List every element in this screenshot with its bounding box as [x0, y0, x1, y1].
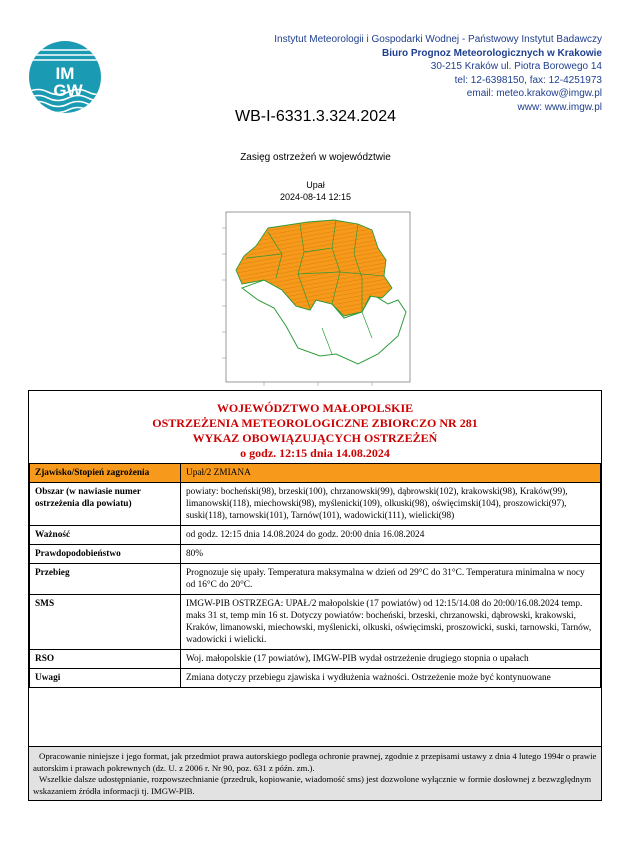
- row-label: Obszar (w nawiasie numer ostrzeżenia dla powiatu): [30, 483, 181, 526]
- row-label: Prawdopodobieństwo: [30, 545, 181, 564]
- institute-name: Instytut Meteorologii i Gospodarki Wodnej - Państwowy Instytut Badawczy: [274, 34, 602, 45]
- row-value: IMGW-PIB OSTRZEGA: UPAŁ/2 małopolskie (17 powiatów) od 12:15/14.08 do 20:00/16.08.2024 temp. maks 31 st, temp min 16 st. Dotyczy powiatów: bocheński, brzeski, chrzanowski, dąbrowski, krakowski, Kraków, limanowski, miechowski, myślenicki, olkuski, oświęcimski, proszowicki, suski, tarnowski, Tarnów, wadowicki i wielicki.: [181, 595, 601, 650]
- table-row: [30, 669, 601, 688]
- table-row: [30, 464, 601, 483]
- table-row: [30, 595, 601, 650]
- table-row: [30, 526, 601, 545]
- header-contact: [274, 33, 602, 115]
- row-value: Woj. małopolskie (17 powiatów), IMGW-PIB wydał ostrzeżenie drugiego stopnia o upałach: [181, 650, 601, 669]
- map-datetime: 2024-08-14 12:15: [279, 192, 352, 202]
- table-row: [30, 545, 601, 564]
- map-phenomenon: Upał: [306, 180, 325, 190]
- warning-title-number: OSTRZEŻENIA METEOROLOGICZNE ZBIORCZO NR 281: [152, 416, 478, 430]
- imgw-logo: [28, 40, 102, 114]
- row-value: Prognozuje się upały. Temperatura maksymalna w dzień od 29°C do 31°C. Temperatura minimalna w nocy od 16°C do 20°C.: [181, 564, 601, 595]
- phone: tel: 12-6398150, fax: 12-4251973: [454, 74, 602, 86]
- copyright-footer: [29, 746, 601, 800]
- address: 30-215 Kraków ul. Piotra Borowego 14: [430, 61, 602, 73]
- logo-text-bottom: GW: [53, 81, 83, 100]
- warning-table: [29, 463, 601, 688]
- row-label: SMS: [30, 595, 181, 650]
- row-value: 80%: [181, 545, 601, 564]
- map-heading: Zasięg ostrzeżeń w województwie: [240, 152, 391, 163]
- row-label: RSO: [30, 650, 181, 669]
- warning-title-list: WYKAZ OBOWIĄZUJĄCYCH OSTRZEŻEŃ: [192, 431, 438, 445]
- row-value: powiaty: bocheński(98), brzeski(100), chrzanowski(99), dąbrowski(102), krakowski(98), Kraków(99), limanowski(118), miechowski(98), myślenicki(109), olkuski(98), oświęcimski(104), proszowicki(97), suski(118), tarnowski(101), Tarnów(101), wadowicki(111), wielicki(98): [181, 483, 601, 526]
- email: email: meteo.krakow@imgw.pl: [466, 88, 602, 100]
- warning-title-region: WOJEWÓDZTWO MAŁOPOLSKIE: [216, 401, 414, 415]
- copyright-notice: Opracowanie niniejsze i jego format, jak przedmiot prawa autorskiego podlega ochronie prawnej, zgodnie z przepisami ustawy z dnia 4 lutego 1994r o prawie autorskim i prawach pokrewnych (dz. U. z 2006 r. Nr 90, poz. 631 z późn. zm.).: [33, 751, 597, 773]
- website: www: www.imgw.pl: [517, 101, 602, 113]
- table-row: [30, 650, 601, 669]
- row-value: od godz. 12:15 dnia 14.08.2024 do godz. 20:00 dnia 16.08.2024: [181, 526, 601, 545]
- warning-title-time: o godz. 12:15 dnia 14.08.2024: [240, 446, 390, 460]
- row-label: Zjawisko/Stopień zagrożenia: [30, 464, 181, 483]
- table-row: [30, 483, 601, 526]
- row-label: Ważność: [30, 526, 181, 545]
- logo-text-top: IM: [55, 64, 75, 83]
- map-subheading: [0, 179, 631, 203]
- redistribution-notice: Wszelkie dalsze udostępnianie, rozpowszechnianie (przedruk, kopiowanie, wiadomość sms) jest dozwolone wyłącznie w formie dosłownej z bezwzględnym wskazaniem źródła informacji tj. IMGW-PIB.: [33, 774, 592, 796]
- row-value: Upał/2 ZMIANA: [181, 464, 601, 483]
- row-label: Przebieg: [30, 564, 181, 595]
- document-number: WB-I-6331.3.324.2024: [235, 108, 396, 125]
- warning-box: [28, 390, 602, 801]
- warning-title: [29, 401, 601, 461]
- table-row: [30, 564, 601, 595]
- bureau-name: Biuro Prognoz Meteorologicznych w Krakowie: [381, 47, 602, 59]
- row-label: Uwagi: [30, 669, 181, 688]
- warning-map: [212, 208, 416, 388]
- row-value: Zmiana dotyczy przebiegu zjawiska i wydłużenia ważności. Ostrzeżenie może być kontynuowane: [181, 669, 601, 688]
